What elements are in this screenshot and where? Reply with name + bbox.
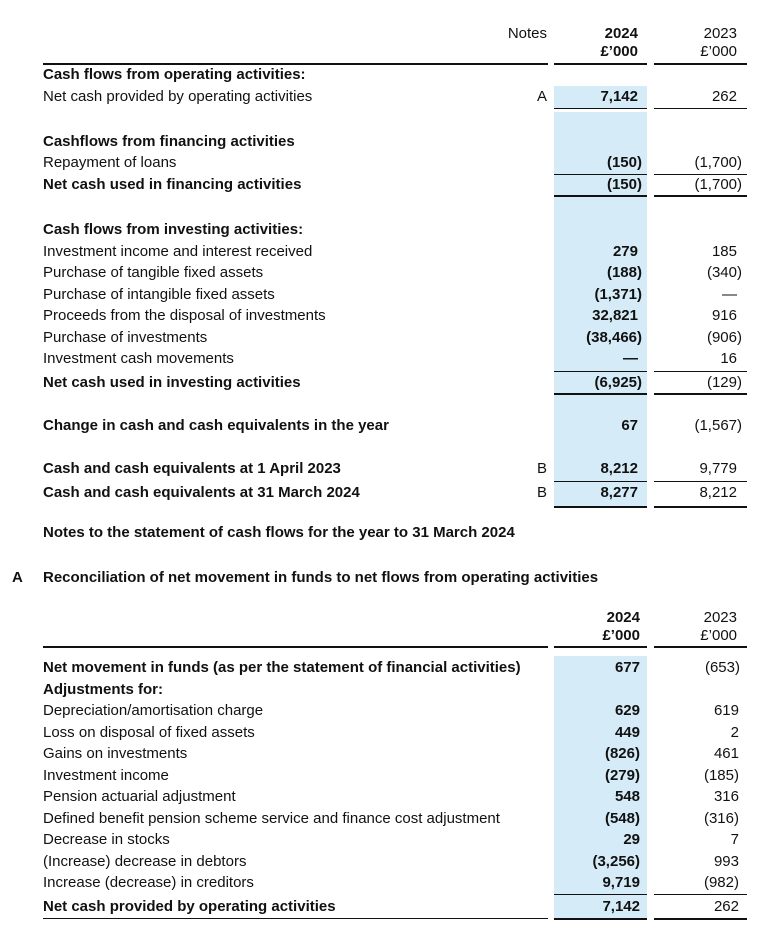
opening-rule-2023: [654, 481, 747, 482]
investing-row-2023: 916: [711, 307, 737, 324]
adjustment-row-label: Investment income: [43, 767, 169, 784]
closing-rule-2024: [554, 506, 647, 508]
adjustment-row-2024: 29: [623, 831, 640, 848]
reconciliation-header-rule-2024: [554, 646, 647, 648]
adjustment-row-2023: (185): [703, 767, 739, 784]
financing-subtotal-rule-2024: [554, 174, 647, 175]
reconciliation-unit-2024-header: £’000: [602, 627, 640, 644]
financing-total-rule-2024: [554, 195, 647, 197]
unit-2024-header: £’000: [600, 43, 638, 60]
investing-row-2024: —: [623, 350, 638, 367]
reconciliation-subtotal-rule-2023: [654, 894, 747, 895]
operating-row-2024: 7,142: [600, 88, 638, 105]
adjustment-row-2024: 629: [614, 702, 640, 719]
notes-title: Notes to the statement of cash flows for the year to 31 March 2024: [43, 524, 515, 541]
financing-total-2024: (150): [606, 176, 642, 193]
net-movement-label: Net movement in funds (as per the statement of financial activities): [43, 659, 521, 676]
adjustment-row-label: Gains on investments: [43, 745, 188, 762]
reconciliation-total-2023: 262: [713, 898, 739, 915]
financing-repayment-2024: (150): [606, 154, 642, 171]
investing-total-2024: (6,925): [594, 374, 642, 391]
operating-heading: Cash flows from operating activities:: [43, 66, 306, 83]
note-a-title: Reconciliation of net movement in funds to net flows from operating activities: [43, 569, 599, 586]
operating-row-2023: 262: [711, 88, 737, 105]
adjustment-row-2024: 9,719: [602, 874, 640, 891]
financing-total-2023: (1,700): [694, 176, 742, 193]
header-rule-2023: [654, 63, 747, 65]
operating-rule-2024: [554, 108, 647, 109]
note-a-letter: A: [12, 569, 23, 586]
investing-row-label: Investment income and interest received: [43, 243, 313, 260]
reconciliation-total-label: Net cash provided by operating activities: [43, 898, 336, 915]
investing-row-2024: 32,821: [592, 307, 638, 324]
adjustment-row-2024: 548: [614, 788, 640, 805]
operating-row-note: A: [536, 88, 547, 105]
financing-total-rule-2023: [654, 195, 747, 197]
reconciliation-total-rule-2023: [654, 918, 747, 920]
adjustment-row-label: Increase (decrease) in creditors: [43, 874, 254, 891]
reconciliation-header-rule-2023: [654, 646, 747, 648]
investing-subtotal-rule-2024: [554, 371, 647, 372]
adjustment-row-label: Depreciation/amortisation charge: [43, 702, 264, 719]
year-2024-header: 2024: [604, 25, 638, 42]
investing-row-2024: (38,466): [586, 329, 642, 346]
investing-row-2024: (188): [606, 264, 642, 281]
investing-row-2023: —: [722, 286, 737, 303]
adjustment-row-2023: 7: [730, 831, 739, 848]
financing-total-label: Net cash used in financing activities: [43, 176, 302, 193]
adjustment-row-2023: 461: [713, 745, 739, 762]
opening-cash-label: Cash and cash equivalents at 1 April 2023: [43, 460, 341, 477]
opening-cash-2023: 9,779: [699, 460, 737, 477]
investing-row-2023: (906): [706, 329, 742, 346]
financing-repayment-2023: (1,700): [694, 154, 742, 171]
investing-row-label: Investment cash movements: [43, 350, 234, 367]
adjustment-row-2023: 2: [730, 724, 739, 741]
investing-heading: Cash flows from investing activities:: [43, 221, 304, 238]
closing-cash-note: B: [536, 484, 547, 501]
adjustment-row-2024: 449: [614, 724, 640, 741]
operating-rule-2023: [654, 108, 747, 109]
header-rule-2024: [554, 63, 647, 65]
adjustment-row-2023: 619: [713, 702, 739, 719]
investing-row-label: Purchase of tangible fixed assets: [43, 264, 264, 281]
investing-row-label: Proceeds from the disposal of investments: [43, 307, 326, 324]
opening-cash-note: B: [536, 460, 547, 477]
opening-cash-2024: 8,212: [600, 460, 638, 477]
financing-heading: Cashflows from financing activities: [43, 133, 295, 150]
net-movement-2023: (653): [704, 659, 740, 676]
adjustment-row-2024: (548): [604, 810, 640, 827]
adjustment-row-label: Pension actuarial adjustment: [43, 788, 236, 805]
closing-cash-2023: 8,212: [699, 484, 737, 501]
reconciliation-header-rule-left: [43, 646, 548, 648]
operating-row-label: Net cash provided by operating activities: [43, 88, 313, 105]
net-movement-2024: 677: [614, 659, 640, 676]
notes-column-header: Notes: [507, 25, 547, 42]
adjustment-row-2023: (982): [703, 874, 739, 891]
investing-total-2023: (129): [706, 374, 742, 391]
change-2023: (1,567): [694, 417, 742, 434]
financing-repayment-label: Repayment of loans: [43, 154, 177, 171]
adjustment-row-2023: (316): [703, 810, 739, 827]
investing-row-label: Purchase of intangible fixed assets: [43, 286, 275, 303]
adjustments-heading: Adjustments for:: [43, 681, 163, 698]
opening-rule-2024: [554, 481, 647, 482]
year-2023-header: 2023: [703, 25, 737, 42]
reconciliation-subtotal-rule-2024: [554, 894, 647, 895]
investing-subtotal-rule-2023: [654, 371, 747, 372]
investing-total-rule-2023: [654, 393, 747, 395]
adjustment-row-label: Decrease in stocks: [43, 831, 170, 848]
investing-row-2024: (1,371): [594, 286, 642, 303]
closing-cash-label: Cash and cash equivalents at 31 March 2024: [43, 484, 360, 501]
financing-subtotal-rule-2023: [654, 174, 747, 175]
unit-2023-header: £’000: [700, 43, 737, 60]
reconciliation-total-2024: 7,142: [602, 898, 640, 915]
investing-row-2023: 16: [720, 350, 737, 367]
adjustment-row-2023: 316: [713, 788, 739, 805]
reconciliation-year-2023-header: 2023: [703, 609, 737, 626]
adjustment-row-2024: (279): [604, 767, 640, 784]
closing-cash-2024: 8,277: [600, 484, 638, 501]
reconciliation-total-rule-2024: [554, 918, 647, 920]
adjustment-row-label: Defined benefit pension scheme service and finance cost adjustment: [43, 810, 500, 827]
investing-row-2023: 185: [711, 243, 737, 260]
investing-row-label: Purchase of investments: [43, 329, 208, 346]
reconciliation-unit-2023-header: £’000: [700, 627, 737, 644]
investing-row-2023: (340): [706, 264, 742, 281]
adjustment-row-label: Loss on disposal of fixed assets: [43, 724, 255, 741]
investing-total-label: Net cash used in investing activities: [43, 374, 301, 391]
adjustment-row-2024: (3,256): [592, 853, 640, 870]
adjustment-row-2024: (826): [604, 745, 640, 762]
investing-total-rule-2024: [554, 393, 647, 395]
header-rule-left: [43, 63, 548, 65]
change-label: Change in cash and cash equivalents in the year: [43, 417, 389, 434]
reconciliation-total-rule-left: [43, 918, 548, 919]
adjustment-row-label: (Increase) decrease in debtors: [43, 853, 247, 870]
closing-rule-2023: [654, 506, 747, 508]
investing-row-2024: 279: [612, 243, 638, 260]
adjustment-row-2023: 993: [713, 853, 739, 870]
change-2024: 67: [621, 417, 638, 434]
reconciliation-year-2024-header: 2024: [606, 609, 640, 626]
